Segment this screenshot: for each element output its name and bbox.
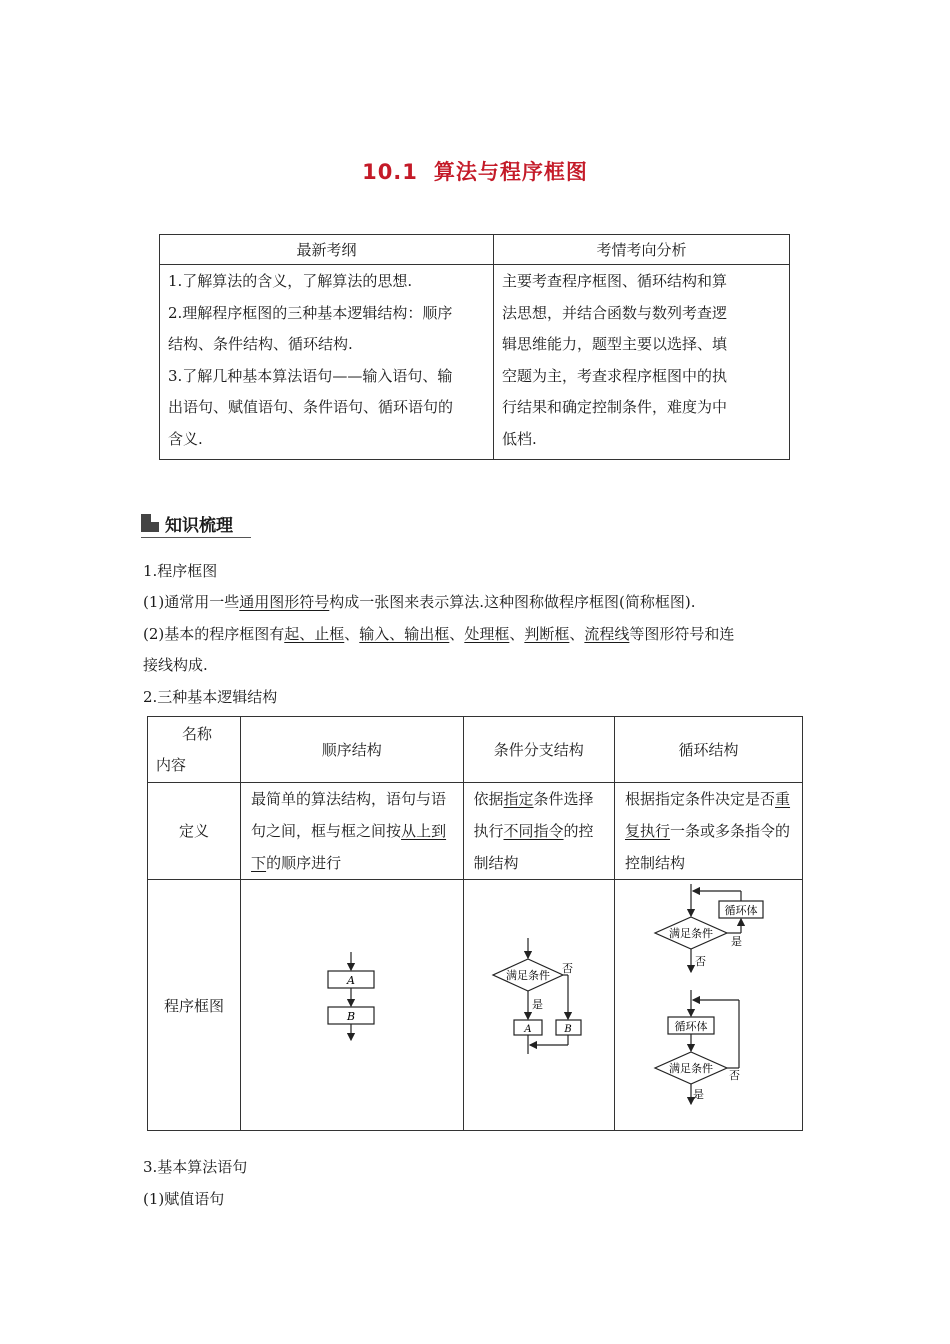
box-a-label: A — [347, 974, 356, 987]
decision-label: 满足条件 — [505, 969, 550, 982]
fig-sequence — [241, 880, 463, 1131]
s2-heading: 2.三种基本逻辑结构 — [143, 688, 278, 706]
no-label: 否 — [561, 962, 573, 975]
syllabus-line: 3.了解几种基本算法语句——输入语句、输 — [168, 366, 453, 385]
header-analysis: 考情考向分析 — [494, 235, 790, 265]
analysis-line: 空题为主，考查求程序框图中的执 — [502, 366, 728, 385]
s3-heading: 3.基本算法语句 — [143, 1158, 248, 1176]
s1-heading: 1.程序框图 — [143, 562, 218, 580]
yes-label: 是 — [531, 998, 543, 1011]
analysis-cell — [494, 265, 790, 460]
sequence-flowchart — [241, 880, 461, 1126]
corner-cell: 名称 内容 — [148, 717, 241, 783]
svg-text:否: 否 — [695, 955, 706, 968]
syllabus-line: 含义. — [168, 429, 203, 448]
svg-text:是: 是 — [693, 1088, 704, 1101]
syllabus-line: 结构、条件结构、循环结构. — [168, 335, 353, 353]
s1-paragraph-1: (1)通常用一些通用图形符号构成一张图来表示算法.这种图称做程序框图(简称框图). — [143, 593, 696, 611]
analysis-line: 法思想，并结合函数与数列考查逻 — [502, 303, 728, 322]
analysis-line: 低档. — [502, 429, 537, 448]
def-sequence: 最简单的算法结构，语句与语句之间，框与框之间按从上到下的顺序进行 — [241, 783, 463, 880]
row-label-flowchart: 程序框图 — [148, 880, 241, 1131]
box-b-label: B — [347, 1010, 356, 1023]
syllabus-line: 2.理解程序框图的三种基本逻辑结构：顺序 — [168, 303, 453, 322]
def-conditional: 依据指定条件选择执行不同指令的控制结构 — [463, 783, 614, 880]
logic-structures-table — [147, 716, 803, 1131]
s1-paragraph-2: (2)基本的程序框图有起、止框、输入、输出框、处理框、判断框、流程线等图形符号和连 — [143, 625, 735, 643]
svg-text:否: 否 — [729, 1069, 740, 1082]
def-loop: 根据指定条件决定是否重复执行一条或多条指令的控制结构 — [615, 783, 803, 880]
svg-text:满足条件: 满足条件 — [669, 1062, 713, 1075]
analysis-line: 行结果和确定控制条件，难度为中 — [502, 398, 728, 416]
conditional-flowchart — [464, 880, 613, 1126]
col-sequence: 顺序结构 — [241, 717, 463, 783]
syllabus-line: 1.了解算法的含义，了解算法的思想. — [168, 272, 413, 290]
row-label-definition: 定义 — [148, 783, 241, 880]
section-number: 10.1 — [362, 160, 418, 184]
syllabus-cell — [160, 265, 494, 460]
fig-conditional — [463, 880, 614, 1131]
section-heading — [141, 510, 251, 538]
col-loop: 循环结构 — [615, 717, 803, 783]
exam-outline-table — [159, 234, 790, 460]
analysis-line: 辑思维能力，题型主要以选择、填 — [502, 335, 728, 353]
s3-sub: (1)赋值语句 — [143, 1190, 225, 1208]
syllabus-line: 出语句、赋值语句、条件语句、循环语句的 — [168, 398, 454, 416]
fig-loop — [615, 880, 803, 1131]
box-a-label: A — [523, 1024, 532, 1035]
svg-text:循环体: 循环体 — [724, 904, 758, 917]
s1-paragraph-2-cont: 接线构成. — [143, 656, 208, 674]
box-b-label: B — [563, 1024, 572, 1035]
svg-text:满足条件: 满足条件 — [669, 927, 713, 940]
section-label: 知识梳理 — [165, 516, 233, 536]
page-title — [0, 156, 950, 186]
header-syllabus: 最新考纲 — [160, 235, 494, 265]
loop-flowchart — [615, 880, 802, 1126]
svg-text:是: 是 — [731, 935, 742, 948]
analysis-line: 主要考查程序框图、循环结构和算 — [502, 272, 728, 290]
svg-text:循环体: 循环体 — [674, 1020, 708, 1033]
title-text: 算法与程序框图 — [433, 160, 588, 184]
col-conditional: 条件分支结构 — [463, 717, 614, 783]
